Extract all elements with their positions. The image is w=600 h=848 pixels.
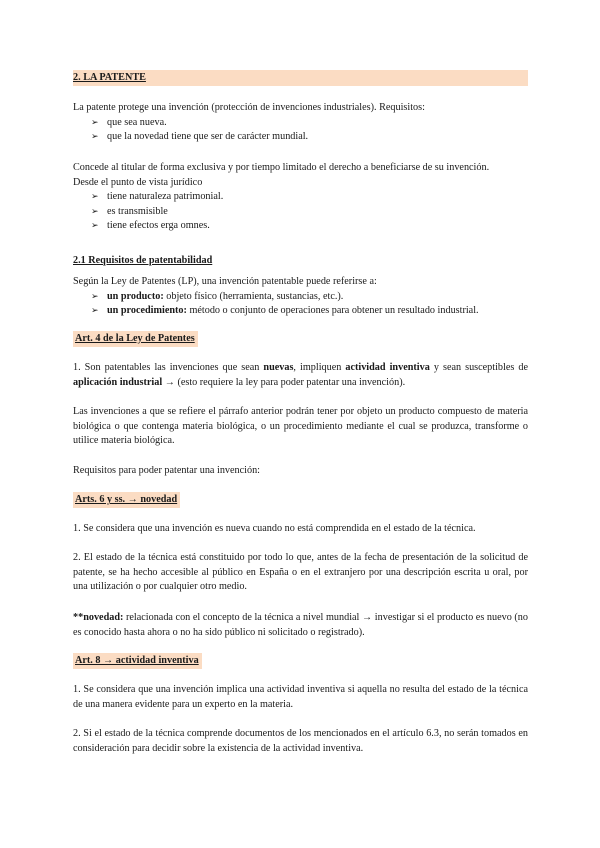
section-title-row — [73, 71, 528, 86]
art6-paragraph-2: 2. El estado de la técnica está constituido por todo lo que, antes de la fecha de presentación de la solicitud de patente, se ha hecho accesible al público en España o en el extranjero por una descripción escrita u oral, por una utilización o por cualquier otro medio. — [73, 552, 528, 593]
req-term: un procedimiento: — [107, 305, 187, 317]
req-text: Según la Ley de Patentes (LP), una invención patentable puede referirse a: — [73, 276, 377, 287]
req-block — [73, 275, 528, 319]
section-title: 2. LA PATENTE — [73, 72, 146, 83]
text-run: , impliquen — [293, 362, 346, 373]
bold-term: aplicación industrial — [73, 376, 163, 388]
list-item — [73, 290, 528, 305]
list-item: ➢ tiene naturaleza patrimonial. — [73, 190, 528, 205]
text-run: 1. Son patentables las invenciones que sean — [73, 362, 264, 373]
art8-paragraph-1: 1. Se considera que una invención implica una actividad inventiva si aquella no resulta del estado de la técnica de una manera evidente para un experto en la materia. — [73, 684, 528, 710]
art8-heading-row — [73, 654, 528, 669]
list-item: ➢ tiene efectos erga omnes. — [73, 219, 528, 234]
note-text: relacionada con el concepto de la técnica a nivel mundial → investigar si el producto es nuevo (no es conocido hasta ahora o no ha sido público ni solicitado o registrado). — [73, 612, 528, 638]
req-list — [73, 290, 528, 319]
intro-text: La patente protege una invención (protección de invenciones industriales). Requisitos: — [73, 102, 425, 113]
concede-block — [73, 161, 528, 234]
art6-heading-row — [73, 493, 528, 508]
art4-heading-row — [73, 332, 528, 347]
art4-heading: Art. 4 de la Ley de Patentes — [73, 331, 198, 347]
req-heading-row — [73, 254, 528, 269]
list-item — [73, 304, 528, 319]
concede-list — [73, 190, 528, 234]
art6-paragraph-1: 1. Se considera que una invención es nueva cuando no está comprendida en el estado de la técnica. — [73, 523, 476, 534]
bold-term: nuevas — [263, 362, 294, 373]
list-item: ➢ que sea nueva. — [73, 116, 528, 131]
intro-block — [73, 101, 528, 145]
list-item: ➢ que la novedad tiene que ser de carácter mundial. — [73, 130, 528, 145]
art4-paragraph-1 — [73, 361, 528, 390]
req-desc: objeto físico (herramienta, sustancias, etc.). — [163, 290, 344, 302]
list-item: ➢ es transmisible — [73, 205, 528, 220]
art4-paragraph-2: Las invenciones a que se refiere el párrafo anterior podrán tener por objeto un producto compuesto de materia biológica o que contenga materia biológica, o un procedimiento mediante el cual se produzca, transforme o utilice materia biológica. — [73, 406, 528, 447]
bold-term: actividad inventiva — [345, 362, 430, 373]
note-term: **novedad: — [73, 612, 124, 623]
art8-heading: Art. 8 → actividad inventiva — [73, 653, 202, 669]
req-heading: 2.1 Requisitos de patentabilidad — [73, 255, 213, 266]
concede-line-1: Concede al titular de forma exclusiva y por tiempo limitado el derecho a beneficiarse de su invención. — [73, 162, 490, 173]
text-run: y sean susceptibles de — [429, 362, 529, 373]
art8-paragraph-2: 2. Si el estado de la técnica comprende documentos de los mencionados en el artículo 6.3, no serán tomados en consideración para decidir sobre la existencia de la actividad inventiva. — [73, 728, 528, 754]
intro-list — [73, 116, 528, 145]
art6-heading: Arts. 6 y ss. → novedad — [73, 492, 180, 508]
concede-line-2: Desde el punto de vista jurídico — [73, 176, 203, 188]
text-run: → (esto requiere la ley para poder patentar una invención). — [162, 376, 406, 388]
art6-note — [73, 611, 528, 640]
art4-paragraph-3: Requisitos para poder patentar una invención: — [73, 465, 260, 476]
req-term: un producto: — [107, 290, 164, 302]
req-desc: método o conjunto de operaciones para obtener un resultado industrial. — [186, 305, 479, 317]
